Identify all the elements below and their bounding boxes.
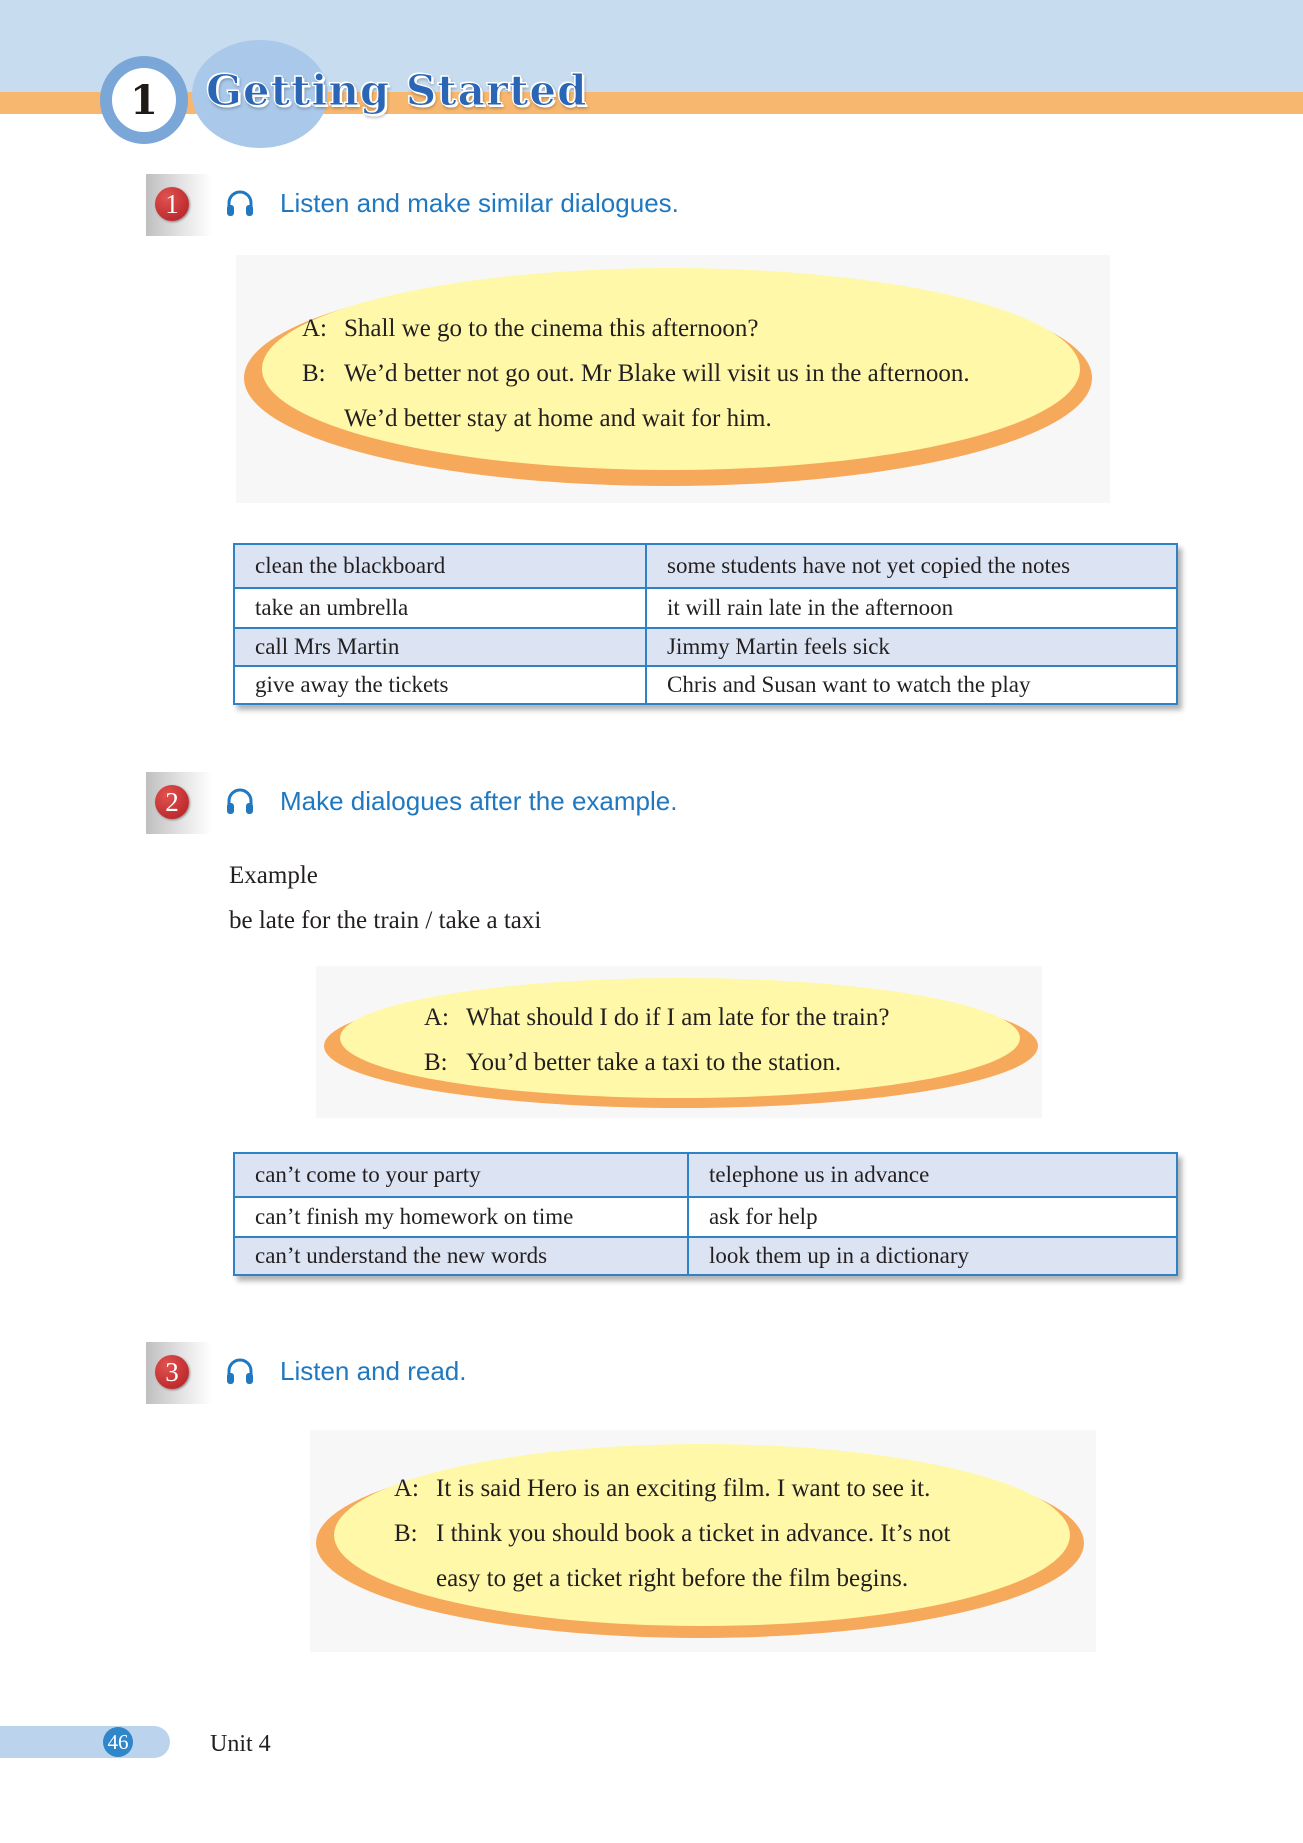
table-cell: telephone us in advance xyxy=(688,1153,1177,1197)
table-row xyxy=(234,544,1177,588)
exercise-number: 1 xyxy=(165,188,179,219)
dialogue xyxy=(394,1466,951,1601)
speaker-label: A: xyxy=(424,1004,449,1031)
dialogue-text: easy to get a ticket right before the film begins. xyxy=(436,1565,909,1592)
table-cell: ask for help xyxy=(688,1197,1177,1237)
footer-bar xyxy=(0,1726,170,1758)
dialogue-line xyxy=(394,1556,951,1601)
exercise-number-badge xyxy=(155,1355,189,1389)
dialogue-text: It is said Hero is an exciting film. I want to see it. xyxy=(436,1475,931,1502)
exercise-number: 2 xyxy=(165,786,179,817)
dialogue-line xyxy=(302,396,970,441)
table-cell: Chris and Susan want to watch the play xyxy=(646,666,1177,704)
dialogue-line xyxy=(302,306,970,351)
table-row xyxy=(234,666,1177,704)
substitution-table xyxy=(233,543,1178,705)
table-cell: Jimmy Martin feels sick xyxy=(646,628,1177,666)
dialogue-line xyxy=(424,995,889,1040)
dialogue xyxy=(302,306,970,441)
exercise-number-badge xyxy=(155,187,189,221)
page-number-badge xyxy=(103,1727,133,1757)
dialogue-line xyxy=(424,1040,889,1085)
headphones-icon[interactable] xyxy=(224,188,256,220)
headphones-icon[interactable] xyxy=(224,786,256,818)
section-badge-inner xyxy=(112,68,176,132)
section-number: 1 xyxy=(130,76,158,124)
table-cell: call Mrs Martin xyxy=(234,628,646,666)
speaker-label: A: xyxy=(302,315,327,342)
exercise-number: 3 xyxy=(165,1356,179,1387)
table-cell: some students have not yet copied the notes xyxy=(646,544,1177,588)
page-title: Getting Started xyxy=(206,66,588,115)
dialogue-line xyxy=(394,1466,951,1511)
dialogue-line xyxy=(302,351,970,396)
dialogue xyxy=(424,995,889,1085)
dialogue-text: I think you should book a ticket in advance. It’s not xyxy=(436,1520,951,1547)
speaker-label: B: xyxy=(424,1049,448,1076)
dialogue-text: We’d better not go out. Mr Blake will visit us in the afternoon. xyxy=(344,360,970,387)
table-cell: can’t finish my homework on time xyxy=(234,1197,688,1237)
exercise-instruction: Listen and make similar dialogues. xyxy=(280,188,679,218)
dialogue-line xyxy=(394,1511,951,1556)
table-cell: take an umbrella xyxy=(234,588,646,628)
table-row xyxy=(234,628,1177,666)
table-cell: it will rain late in the afternoon xyxy=(646,588,1177,628)
dialogue-text: Shall we go to the cinema this afternoon? xyxy=(344,315,759,342)
example-label: Example xyxy=(229,862,318,889)
speaker-label: B: xyxy=(302,360,326,387)
example-text: be late for the train / take a taxi xyxy=(229,907,542,934)
table-row xyxy=(234,1153,1177,1197)
table-row xyxy=(234,1237,1177,1275)
dialogue-text: What should I do if I am late for the train? xyxy=(466,1004,890,1031)
substitution-table xyxy=(233,1152,1178,1276)
table-cell: look them up in a dictionary xyxy=(688,1237,1177,1275)
table-cell: clean the blackboard xyxy=(234,544,646,588)
dialogue-text: You’d better take a taxi to the station. xyxy=(466,1049,842,1076)
exercise-instruction: Listen and read. xyxy=(280,1356,467,1386)
page-number: 46 xyxy=(107,1729,129,1754)
exercise-number-badge xyxy=(155,785,189,819)
dialogue-text: We’d better stay at home and wait for him. xyxy=(344,405,772,432)
speaker-label: B: xyxy=(394,1520,418,1547)
table-cell: can’t understand the new words xyxy=(234,1237,688,1275)
table-cell: give away the tickets xyxy=(234,666,646,704)
table-row xyxy=(234,1197,1177,1237)
unit-label: Unit 4 xyxy=(210,1731,271,1757)
table-row xyxy=(234,588,1177,628)
speaker-label: A: xyxy=(394,1475,419,1502)
exercise-instruction: Make dialogues after the example. xyxy=(280,786,678,816)
table-cell: can’t come to your party xyxy=(234,1153,688,1197)
headphones-icon[interactable] xyxy=(224,1356,256,1388)
